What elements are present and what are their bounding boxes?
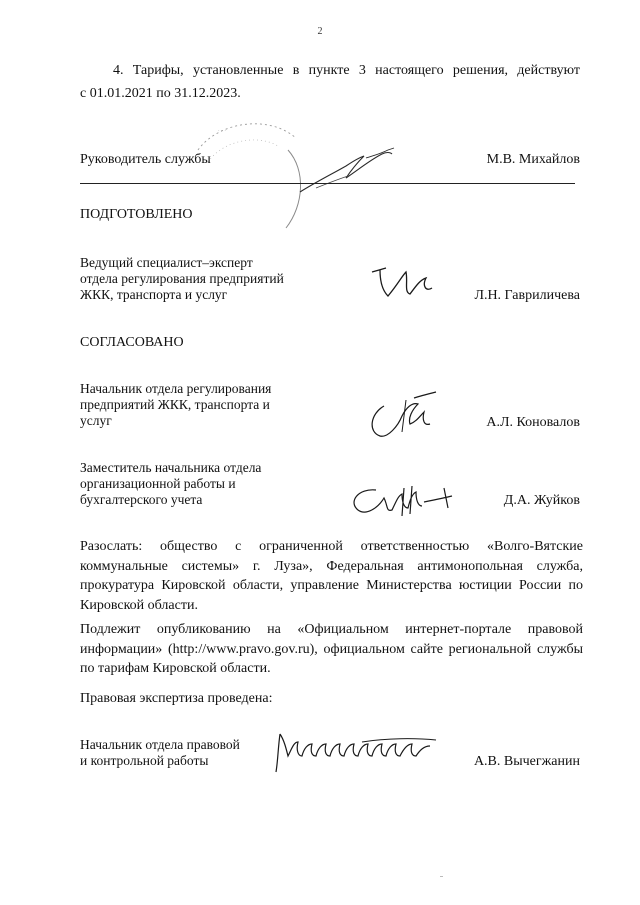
agreed-signer-1-name: А.Л. Коновалов (486, 415, 580, 430)
paragraph-4-line-2: с 01.01.2021 по 31.12.2023. (80, 86, 241, 101)
agreed-position-line: предприятий ЖКК, транспорта и (80, 397, 270, 412)
prepared-position-line: ЖКК, транспорта и услуг (80, 287, 228, 302)
prepared-heading: ПОДГОТОВЛЕНО (80, 207, 193, 222)
head-signature (296, 138, 406, 200)
scan-speck (440, 876, 443, 877)
agreed-heading: СОГЛАСОВАНО (80, 335, 184, 350)
prepared-position-line: Ведущий специалист–эксперт (80, 255, 253, 270)
legal-head-signature (266, 726, 444, 774)
legal-review-note: Правовая экспертиза проведена: (80, 691, 273, 706)
agreed-position-line: организационной работы и (80, 476, 236, 491)
agreed-signer-2-position (80, 460, 350, 508)
agreed-position-line: Начальник отдела регулирования (80, 381, 272, 396)
paragraph-4-line-1: 4. Тарифы, установленные в пункте 3 настоящего решения, действуют (113, 63, 580, 78)
agreed-position-line: услуг (80, 413, 112, 428)
legal-head-name: А.В. Вычегжанин (473, 754, 580, 769)
head-name: М.В. Михайлов (486, 152, 580, 167)
publication-paragraph: Подлежит опубликованию на «Официальном интернет-портале правовой информации» (http://www.pravo.gov.ru), официальном сайте региональной службы по тарифам Кировской области. (80, 622, 583, 676)
agreed-position-line: Заместитель начальника отдела (80, 460, 262, 475)
paragraph-4 (80, 59, 580, 105)
agreed-position-line: бухгалтерского учета (80, 492, 203, 507)
prepared-name: Л.Н. Гавриличева (474, 288, 580, 303)
legal-head-position-line: и контрольной работы (80, 753, 209, 768)
legal-head-position-line: Начальник отдела правовой (80, 737, 240, 752)
distribution-paragraph: Разослать: общество с ограниченной ответственностью «Волго-Вятские коммунальные системы» г. Луза», Федеральная антимонопольная служба, прокуратура Кировской области, управление Министерства юстиции России по Кировской области. (80, 539, 583, 613)
svg-text:· · ·: · · · (218, 128, 226, 134)
prepared-position (80, 255, 350, 303)
prepared-signature (368, 262, 436, 308)
agreed-signer-2-name: Д.А. Жуйков (503, 493, 580, 508)
agreed-signer-1-signature (362, 382, 442, 442)
prepared-position-line: отдела регулирования предприятий (80, 271, 284, 286)
horizontal-rule (80, 183, 575, 184)
page-number: 2 (317, 26, 323, 37)
head-title: Руководитель службы (80, 152, 211, 167)
agreed-signer-1-position (80, 381, 350, 429)
